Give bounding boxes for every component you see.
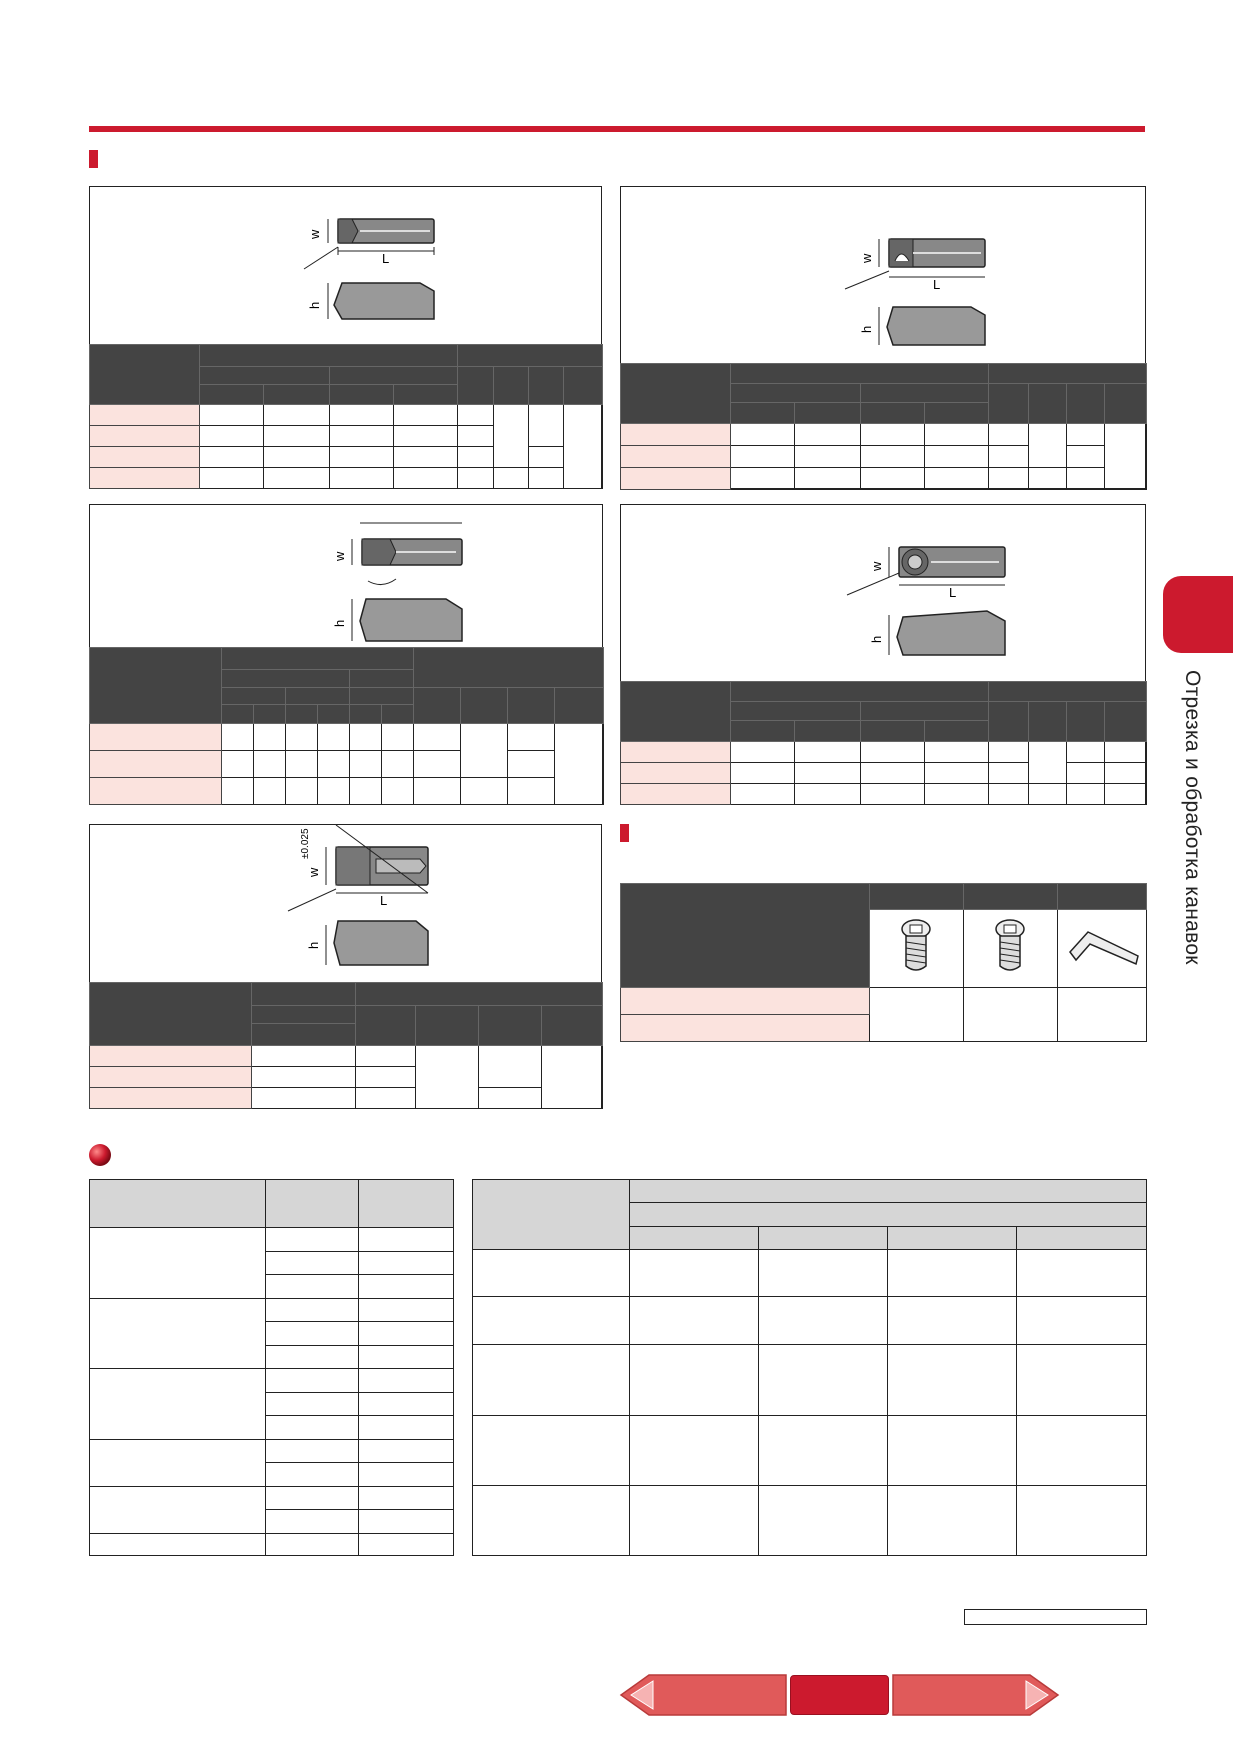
- insert-drawing-4: [621, 505, 1147, 685]
- side-tab-label: Отрезка и обработка канавок: [1181, 670, 1204, 965]
- sphere-bullet-icon: [88, 1143, 112, 1167]
- insert-drawing-3: [90, 505, 604, 655]
- spec-table-4: [620, 681, 1147, 805]
- dim-w-label: w: [306, 867, 321, 877]
- accessories-table: [620, 883, 1147, 1042]
- next-page-button[interactable]: [892, 1674, 1060, 1716]
- dim-w-label: w: [307, 229, 322, 239]
- dim-l-label: L: [380, 893, 388, 908]
- section-marker: [89, 150, 98, 168]
- dim-l-label: L: [949, 585, 957, 600]
- dim-h-label: h: [859, 325, 874, 333]
- insert-drawing-5: [90, 825, 603, 975]
- dim-h-label: h: [869, 635, 884, 643]
- recommendation-table-right: [472, 1179, 1147, 1556]
- insert-panel-3: [89, 504, 603, 805]
- insert-panel-1: [89, 186, 602, 489]
- hex-key-icon-cell: [1058, 910, 1147, 988]
- insert-panel-5: [89, 824, 602, 1109]
- dim-w-label: w: [869, 561, 884, 571]
- arrow-left-icon: [619, 1674, 787, 1716]
- prev-page-button[interactable]: [619, 1674, 787, 1716]
- spec-table-2: [620, 363, 1147, 490]
- screw-icon: [870, 910, 962, 982]
- dim-l-label: L: [933, 277, 941, 292]
- spec-table-5: [89, 982, 603, 1109]
- insert-panel-4: [620, 504, 1146, 805]
- dim-h-label: h: [332, 619, 347, 627]
- insert-panel-2: [620, 186, 1146, 489]
- insert-drawing-1: [90, 187, 603, 337]
- dim-h-label: h: [307, 301, 322, 309]
- footer-box: [964, 1609, 1147, 1625]
- screw-icon: [964, 910, 1056, 982]
- dim-tol-label: ±0.025: [300, 828, 311, 859]
- insert-drawing-2: [621, 187, 1147, 367]
- dim-h-label: h: [306, 941, 321, 949]
- section-marker: [620, 824, 629, 842]
- dim-w-label: w: [859, 253, 874, 263]
- dim-w-label: w: [332, 551, 347, 561]
- recommendation-table-left: [89, 1179, 454, 1556]
- screw-icon-cell: [870, 910, 964, 988]
- arrow-right-icon: [892, 1674, 1060, 1716]
- dim-l-label: L: [382, 251, 390, 266]
- hex-key-icon: [1058, 910, 1146, 982]
- top-rule: [89, 126, 1145, 132]
- spec-table-3: [89, 647, 604, 805]
- section-index-button[interactable]: [790, 1675, 889, 1715]
- spec-table-1: [89, 344, 603, 489]
- screw-icon-cell: [964, 910, 1058, 988]
- side-tab[interactable]: [1163, 576, 1233, 653]
